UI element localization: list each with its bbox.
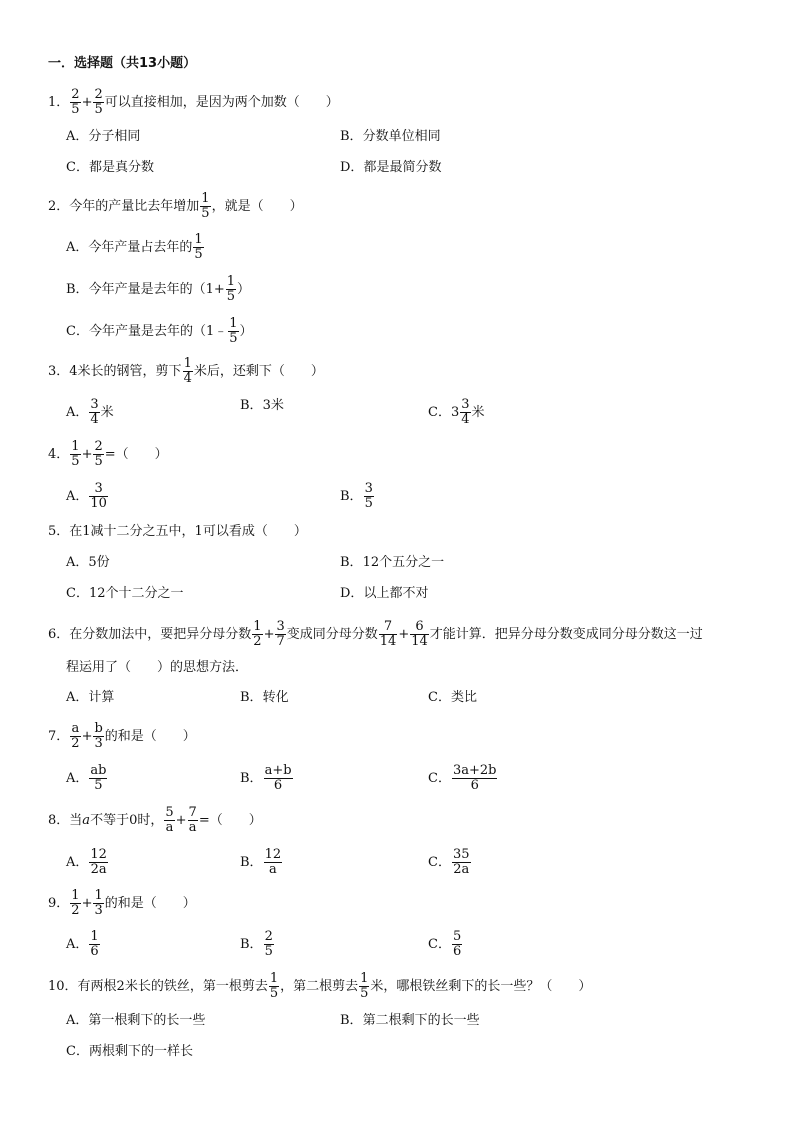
- option-a[interactable]: A． ab 5: [66, 763, 107, 793]
- question-number: 3．: [48, 363, 70, 379]
- fraction: 3 4: [90, 397, 99, 427]
- section-title: 一．选择题（共13小题）: [48, 56, 197, 71]
- fraction: 35 2a: [452, 847, 470, 877]
- question-number: 1．: [48, 94, 70, 110]
- fraction: 3a+2b 6: [452, 763, 497, 793]
- question-number: 5．: [48, 524, 70, 539]
- fraction: 3 4: [461, 397, 470, 427]
- question-9-stem: 9． 1 2 + $\frac{1}{3}$ 的和是（ ）: [48, 888, 196, 918]
- question-text: 可以直接相加，是因为两个加数（ ）: [104, 94, 339, 110]
- option-b[interactable]: B．第二根剩下的长一些: [340, 1013, 480, 1028]
- question-text: 当: [69, 812, 83, 828]
- fraction: $\frac{1}{3}$: [94, 888, 103, 918]
- fraction: 1 5: [194, 232, 203, 262]
- fraction: 1 5: [269, 971, 279, 1001]
- question-number: 7．: [48, 728, 70, 744]
- plus-sign: +: [81, 94, 93, 110]
- option-c[interactable]: C．类比: [428, 690, 477, 705]
- fraction: 1 5: [360, 971, 369, 1001]
- option-c[interactable]: C． 35 2a: [428, 847, 470, 877]
- fraction: 7 14: [379, 619, 397, 649]
- option-b[interactable]: B．分数单位相同: [340, 129, 441, 144]
- question-6-stem: 6． 在分数加法中，要把异分母分数 1 2 + $\frac{3}{7}$ 变成同分母分数 7 14 + $\frac{6}{14}$ 才能计算．把异分母分数变成同分母分数这一过: [48, 619, 703, 649]
- option-b[interactable]: B．12个五分之一: [340, 555, 445, 570]
- option-c[interactable]: C． 3a+2b 6: [428, 763, 497, 793]
- question-number: 2．: [48, 198, 70, 214]
- question-text: 的和是（ ）: [104, 895, 196, 911]
- fraction: $\frac{2}{5}$: [94, 439, 103, 469]
- question-text: 在分数加法中，要把异分母分数: [69, 626, 252, 642]
- question-1-stem: [48, 88, 339, 117]
- option-a[interactable]: A．计算: [66, 690, 115, 705]
- question-4-stem: 4． 1 5 + $\frac{2}{5}$ =（ ）: [48, 439, 168, 469]
- question-text: 有两根2米长的铁丝，第一根剪去: [77, 978, 268, 994]
- question-text: 今年的产量比去年增加: [69, 198, 200, 214]
- option-a[interactable]: A． 今年产量占去年的 1 5: [66, 232, 203, 262]
- fraction: 1 2: [71, 888, 80, 918]
- option-a[interactable]: A． 12 2a: [66, 847, 107, 877]
- question-text: 4米长的钢管，剪下: [69, 363, 182, 379]
- fraction: $\frac{3}{7}$: [276, 619, 285, 649]
- question-8-stem: 8． 当 a 不等于0时， 5 a + $\frac{7}{a}$ =（ ）: [48, 805, 262, 835]
- question-5-stem: [48, 524, 307, 540]
- question-number: 9．: [48, 895, 70, 911]
- fraction: 1 6: [90, 929, 99, 959]
- question-number: 10．: [48, 978, 78, 994]
- fraction: a+b 6: [264, 763, 292, 793]
- fraction: 1 5: [71, 439, 80, 469]
- question-text: 在1减十二分之五中，1可以看成（ ）: [69, 524, 307, 539]
- fraction: 5 6: [452, 929, 462, 959]
- option-c[interactable]: C．两根剩下的一样长: [66, 1044, 193, 1059]
- question-7-stem: 7． a 2 + $\frac{b}{3}$ 的和是（ ）: [48, 721, 196, 751]
- question-text: =（ ）: [104, 446, 168, 462]
- option-a[interactable]: A．5份: [66, 555, 110, 570]
- fraction: 12 a: [264, 847, 282, 877]
- fraction: 1 5: [201, 191, 210, 221]
- fraction: 5 a: [165, 805, 174, 835]
- fraction: $\frac{b}{3}$: [94, 721, 103, 751]
- fraction: 1 4: [183, 356, 192, 386]
- question-10-stem: 10． 有两根2米长的铁丝，第一根剪去 1 5 ，第二根剪去 1 5 米，哪根铁丝剩下的长一些？（ ）: [48, 971, 592, 1001]
- question-3-stem: 3． 4米长的钢管，剪下 1 4 米后，还剩下（ ）: [48, 356, 324, 386]
- option-b[interactable]: B． a+b 6: [240, 763, 292, 793]
- option-a[interactable]: A． 3 10: [66, 481, 107, 511]
- fraction: 2 5: [264, 929, 273, 959]
- fraction: $\frac{1}{5}$: [226, 274, 236, 304]
- question-number: 4．: [48, 446, 70, 462]
- option-a[interactable]: A．第一根剩下的长一些: [66, 1013, 206, 1028]
- fraction: 3 5: [364, 481, 373, 511]
- option-b[interactable]: B． 2 5: [240, 929, 273, 959]
- fraction: 3 10: [90, 481, 107, 511]
- question-number: 8．: [48, 812, 70, 828]
- option-b[interactable]: B． 今年产量是去年的（1+ $\frac{1}{5}$ ）: [66, 274, 251, 304]
- question-text: 的和是（ ）: [104, 728, 196, 744]
- option-a[interactable]: A．分子相同: [66, 129, 141, 144]
- option-b[interactable]: B． 3 5: [340, 481, 373, 511]
- fraction: a 2: [71, 721, 80, 751]
- fraction: 12 2a: [90, 847, 107, 877]
- question-6-stem-line2: 程运用了（ ）的思想方法．: [66, 660, 249, 675]
- option-c[interactable]: C． 3 3 4 米: [428, 397, 485, 427]
- option-c[interactable]: C．12个十二分之一: [66, 586, 184, 601]
- fraction: 1 5: [229, 316, 238, 346]
- question-2-stem: 2． 今年的产量比去年增加 1 5 ，就是（ ）: [48, 191, 303, 221]
- fraction: $\frac{6}{14}$: [411, 619, 428, 649]
- option-b[interactable]: B． 3米: [240, 398, 284, 413]
- option-c[interactable]: C．都是真分数: [66, 160, 154, 175]
- option-b[interactable]: B． 12 a: [240, 847, 282, 877]
- question-number: 6．: [48, 626, 70, 642]
- fraction: $\frac{2}{5}$: [94, 87, 103, 117]
- option-d[interactable]: D．以上都不对: [340, 586, 429, 601]
- option-b[interactable]: B．转化: [240, 690, 289, 705]
- fraction: 2 5: [71, 87, 80, 117]
- option-a[interactable]: A． 1 6: [66, 929, 99, 959]
- fraction: 1 2: [253, 619, 262, 649]
- option-a[interactable]: A． 3 4 米: [66, 397, 114, 427]
- option-c[interactable]: C． 5 6: [428, 929, 462, 959]
- fraction: $\frac{7}{a}$: [188, 805, 197, 835]
- variable: a: [82, 812, 91, 828]
- fraction: ab 5: [90, 763, 107, 793]
- option-c[interactable]: C． 今年产量是去年的（1﹣ 1 5 ）: [66, 316, 253, 346]
- option-d[interactable]: D．都是最简分数: [340, 160, 442, 175]
